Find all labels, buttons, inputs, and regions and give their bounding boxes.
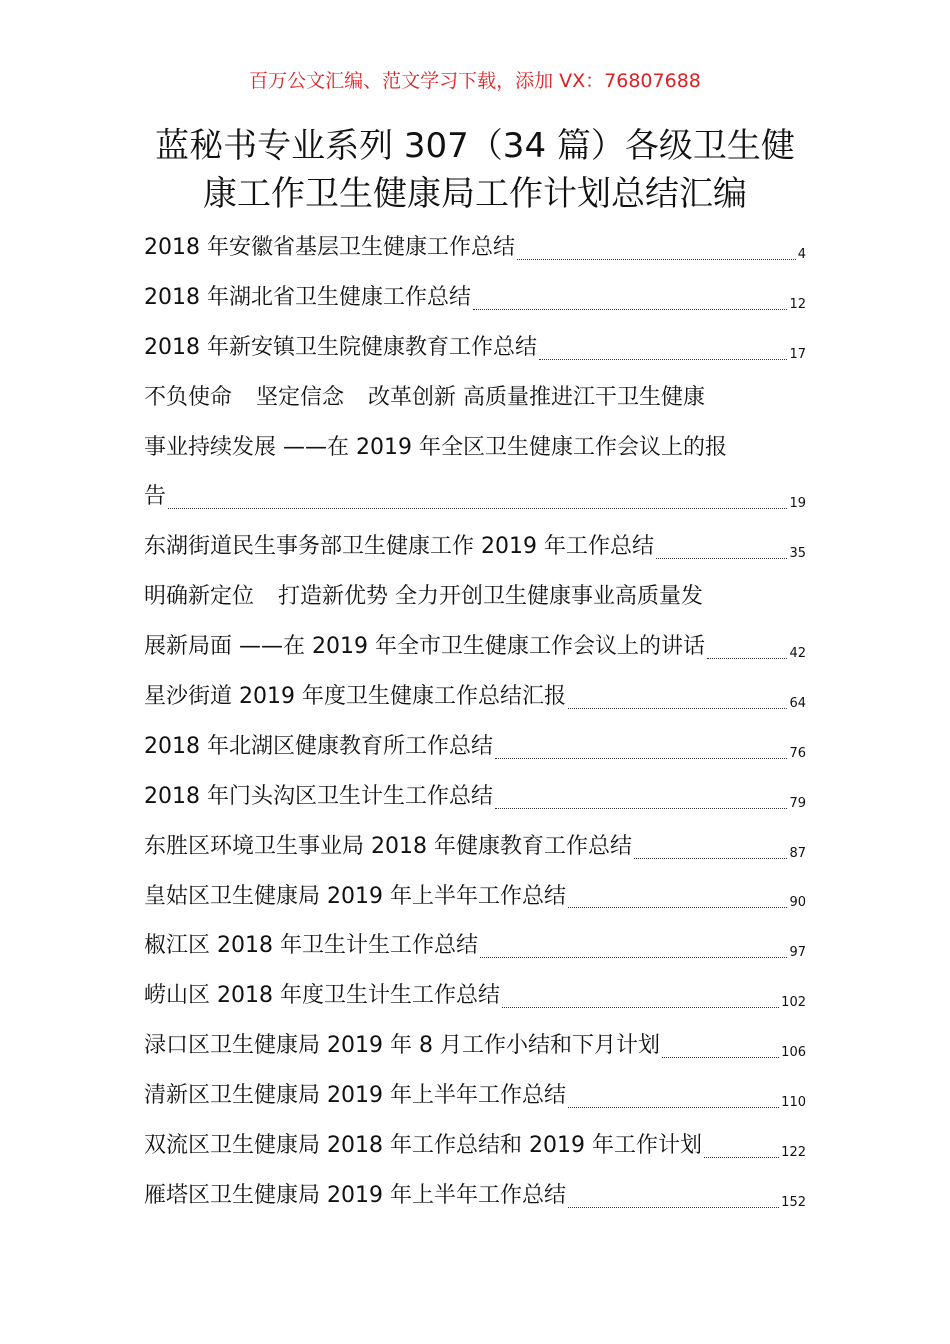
toc-page-number: 122 xyxy=(781,1144,806,1160)
toc-page-number: 90 xyxy=(789,895,806,911)
toc-page-number: 152 xyxy=(781,1194,806,1210)
toc-page-number: 79 xyxy=(789,795,806,811)
toc-page-number: 12 xyxy=(789,296,806,312)
toc-entry[interactable] xyxy=(144,223,806,273)
toc-entry-title: 2018 年新安镇卫生院健康教育工作总结 xyxy=(144,334,537,360)
dot-leader xyxy=(502,1007,779,1008)
toc-entry[interactable] xyxy=(144,672,806,722)
toc-entry-title-part: 明确新定位 xyxy=(144,584,255,610)
toc-entry[interactable] xyxy=(144,872,806,922)
toc-entry[interactable] xyxy=(144,722,806,772)
document-title-line-2: 康工作卫生健康局工作计划总结汇编 xyxy=(203,174,747,214)
toc-entry-title-part: 事业持续发展 ——在 2019 年全区卫生健康工作会议上的报 xyxy=(144,434,727,460)
toc-entry-line xyxy=(144,572,806,622)
toc-entry-title-part: 告 xyxy=(144,484,167,510)
toc-entry[interactable] xyxy=(144,1171,806,1221)
toc-page-number: 106 xyxy=(781,1045,806,1061)
dot-leader xyxy=(480,957,787,958)
toc-entry-title-part: 打造新优势 全力开创卫生健康事业高质量发 xyxy=(278,584,704,610)
toc-page-number: 4 xyxy=(797,246,806,262)
toc-entry[interactable] xyxy=(144,373,806,523)
toc-entry-title: 2018 年安徽省基层卫生健康工作总结 xyxy=(144,234,515,260)
toc-entry[interactable] xyxy=(144,1021,806,1071)
toc-entry-title: 2018 年湖北省卫生健康工作总结 xyxy=(144,284,471,310)
toc-entry-title: 双流区卫生健康局 2018 年工作总结和 2019 年工作计划 xyxy=(144,1133,702,1159)
toc-page-number: 87 xyxy=(789,845,806,861)
toc-entry-line xyxy=(144,472,806,522)
toc-page-number: 19 xyxy=(789,496,806,512)
dot-leader xyxy=(539,359,787,360)
dot-leader xyxy=(656,558,787,559)
toc-page-number: 42 xyxy=(789,646,806,662)
table-of-contents xyxy=(144,223,806,1221)
toc-entry-title-part: 展新局面 ——在 2019 年全市卫生健康工作会议上的讲话 xyxy=(144,634,705,660)
toc-entry-line xyxy=(144,373,806,423)
toc-entry-line xyxy=(144,423,806,473)
toc-entry-title: 崂山区 2018 年度卫生计生工作总结 xyxy=(144,983,500,1009)
dot-leader xyxy=(707,658,787,659)
dot-leader xyxy=(495,758,787,759)
toc-entry-title: 东湖街道民生事务部卫生健康工作 2019 年工作总结 xyxy=(144,534,654,560)
toc-entry-line xyxy=(144,622,806,672)
toc-entry-title-part: 改革创新 高质量推进江干卫生健康 xyxy=(368,384,706,410)
document-title xyxy=(120,122,830,218)
toc-entry[interactable] xyxy=(144,1121,806,1171)
toc-entry-title: 2018 年北湖区健康教育所工作总结 xyxy=(144,733,493,759)
toc-page-number: 64 xyxy=(789,695,806,711)
toc-entry[interactable] xyxy=(144,522,806,572)
toc-page-number: 102 xyxy=(781,995,806,1011)
header-note: 百万公文汇编、范文学习下载，添加 VX：76807688 xyxy=(249,70,701,92)
toc-entry-title: 东胜区环境卫生事业局 2018 年健康教育工作总结 xyxy=(144,833,632,859)
toc-entry-title-part: 坚定信念 xyxy=(256,384,345,410)
toc-page-number: 17 xyxy=(789,346,806,362)
toc-entry-title: 星沙街道 2019 年度卫生健康工作总结汇报 xyxy=(144,684,566,709)
dot-leader xyxy=(568,1207,779,1208)
toc-entry[interactable] xyxy=(144,822,806,872)
toc-entry-title: 椒江区 2018 年卫生计生工作总结 xyxy=(144,933,478,959)
dot-leader xyxy=(568,708,787,709)
toc-page-number: 110 xyxy=(781,1095,806,1111)
dot-leader xyxy=(568,1107,779,1108)
toc-entry[interactable] xyxy=(144,323,806,373)
toc-entry-title: 2018 年门头沟区卫生计生工作总结 xyxy=(144,783,493,809)
toc-page-number: 35 xyxy=(789,546,806,562)
document-title-line-1: 蓝秘书专业系列 307（34 篇）各级卫生健 xyxy=(155,126,795,166)
toc-entry[interactable] xyxy=(144,572,806,672)
toc-entry[interactable] xyxy=(144,273,806,323)
toc-page-number: 97 xyxy=(789,945,806,961)
dot-leader xyxy=(495,808,787,809)
toc-entry-title-part: 不负使命 xyxy=(144,384,233,410)
toc-entry-title: 雁塔区卫生健康局 2019 年上半年工作总结 xyxy=(144,1182,566,1208)
dot-leader xyxy=(568,907,787,908)
toc-entry-title: 渌口区卫生健康局 2019 年 8 月工作小结和下月计划 xyxy=(144,1033,660,1059)
dot-leader xyxy=(168,508,787,509)
toc-entry-title: 清新区卫生健康局 2019 年上半年工作总结 xyxy=(144,1083,566,1109)
dot-leader xyxy=(473,309,787,310)
dot-leader xyxy=(517,259,796,260)
toc-entry[interactable] xyxy=(144,1071,806,1121)
dot-leader xyxy=(704,1157,779,1158)
toc-entry-title: 皇姑区卫生健康局 2019 年上半年工作总结 xyxy=(144,883,566,909)
toc-entry[interactable] xyxy=(144,971,806,1021)
toc-entry[interactable] xyxy=(144,772,806,822)
toc-page-number: 76 xyxy=(789,745,806,761)
toc-entry[interactable] xyxy=(144,921,806,971)
dot-leader xyxy=(634,858,787,859)
dot-leader xyxy=(662,1057,779,1058)
